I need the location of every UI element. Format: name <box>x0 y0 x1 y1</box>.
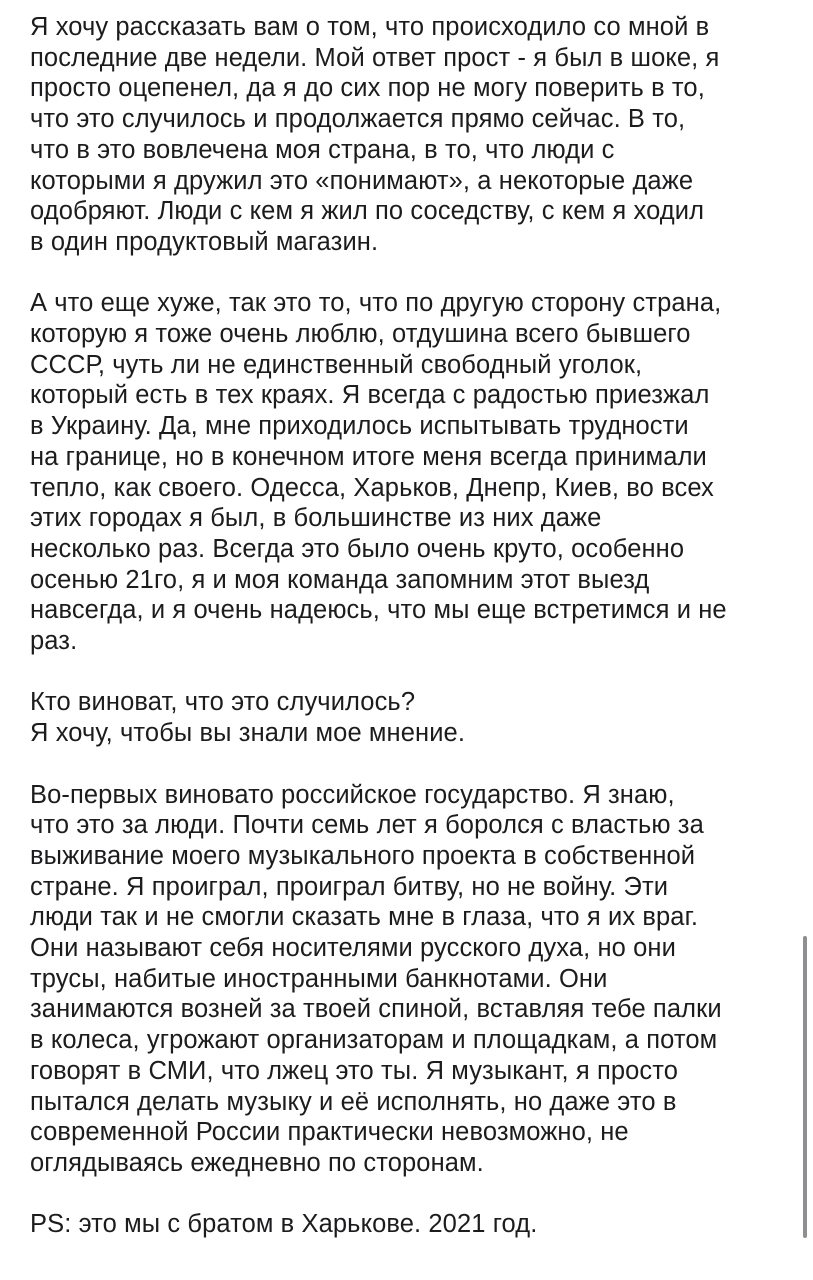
text-line: стране. Я проиграл, проиграл битву, но не войну. Эти <box>30 872 669 901</box>
text-line: оглядываясь ежедневно по сторонам. <box>30 1148 484 1177</box>
text-line: что это за люди. Почти семь лет я боролся с властью за <box>30 811 704 840</box>
post-text <box>30 12 790 1271</box>
paragraph-5 <box>30 1209 790 1240</box>
text-line: которую я тоже очень люблю, отдушина всего бывшего <box>30 320 691 349</box>
text-line: раз. <box>30 627 78 656</box>
text-line: навсегда, и я очень надеюсь, что мы еще встретимся и не <box>30 596 727 625</box>
text-line: выживание моего музыкального проекта в собственной <box>30 841 696 870</box>
paragraph-4 <box>30 780 790 1179</box>
text-line: занимаются возней за твоей спиной, вставляя тебе палки <box>30 995 722 1024</box>
text-line: тепло, как своего. Одесса, Харьков, Днепр, Киев, во всех <box>30 473 714 502</box>
vertical-scrollbar[interactable] <box>803 936 807 1238</box>
text-line: которыми я дружил это «понимают», а некоторые даже <box>30 166 694 195</box>
text-line: одобряют. Люди с кем я жил по соседству, с кем я ходил <box>30 197 705 226</box>
text-line: Я хочу, чтобы вы знали мое мнение. <box>30 719 466 748</box>
text-line: в колеса, угрожают организаторам и площадкам, а потом <box>30 1026 718 1055</box>
text-line: последние две недели. Мой ответ прост - я был в шоке, я <box>30 43 720 72</box>
text-line: несколько раз. Всегда это было очень круто, особенно <box>30 534 685 563</box>
text-line: пытался делать музыку и её исполнять, но даже это в <box>30 1087 677 1116</box>
text-line: говорят в СМИ, что лжец это ты. Я музыкант, я просто <box>30 1056 679 1085</box>
paragraph-2 <box>30 288 790 656</box>
text-line: который есть в тех краях. Я всегда с радостью приезжал <box>30 381 710 410</box>
text-line: современной России практически невозможно, не <box>30 1118 629 1147</box>
text-line: в Украину. Да, мне приходилось испытывать трудности <box>30 412 689 441</box>
text-line: PS: это мы с братом в Харькове. 2021 год. <box>30 1210 538 1239</box>
text-line: Во-первых виновато российское государство. Я знаю, <box>30 780 675 809</box>
paragraph-1 <box>30 12 790 258</box>
text-line: Кто виноват, что это случилось? <box>30 688 416 717</box>
text-line: А что еще хуже, так это то, что по другую сторону страна, <box>30 289 722 318</box>
text-line: в один продуктовый магазин. <box>30 227 379 256</box>
text-line: на границе, но в конечном итоге меня всегда принимали <box>30 442 707 471</box>
text-line: этих городах я был, в большинстве из них даже <box>30 504 602 533</box>
text-line: просто оцепенел, да я до сих пор не могу поверить в то, <box>30 74 705 103</box>
text-line: что в это вовлечена моя страна, в то, что люди с <box>30 135 615 164</box>
text-line: СССР, чуть ли не единственный свободный уголок, <box>30 350 643 379</box>
paragraph-3 <box>30 687 790 748</box>
text-line: что это случилось и продолжается прямо сейчас. В то, <box>30 105 686 134</box>
text-line: осенью 21го, я и моя команда запомним этот выезд <box>30 565 650 594</box>
text-line: люди так и не смогли сказать мне в глаза, что я их враг. <box>30 903 699 932</box>
text-line: Я хочу рассказать вам о том, что происходило со мной в <box>30 13 710 41</box>
text-line: Они называют себя носителями русского духа, но они <box>30 934 676 963</box>
text-line: трусы, набитые иностранными банкнотами. Они <box>30 964 608 993</box>
